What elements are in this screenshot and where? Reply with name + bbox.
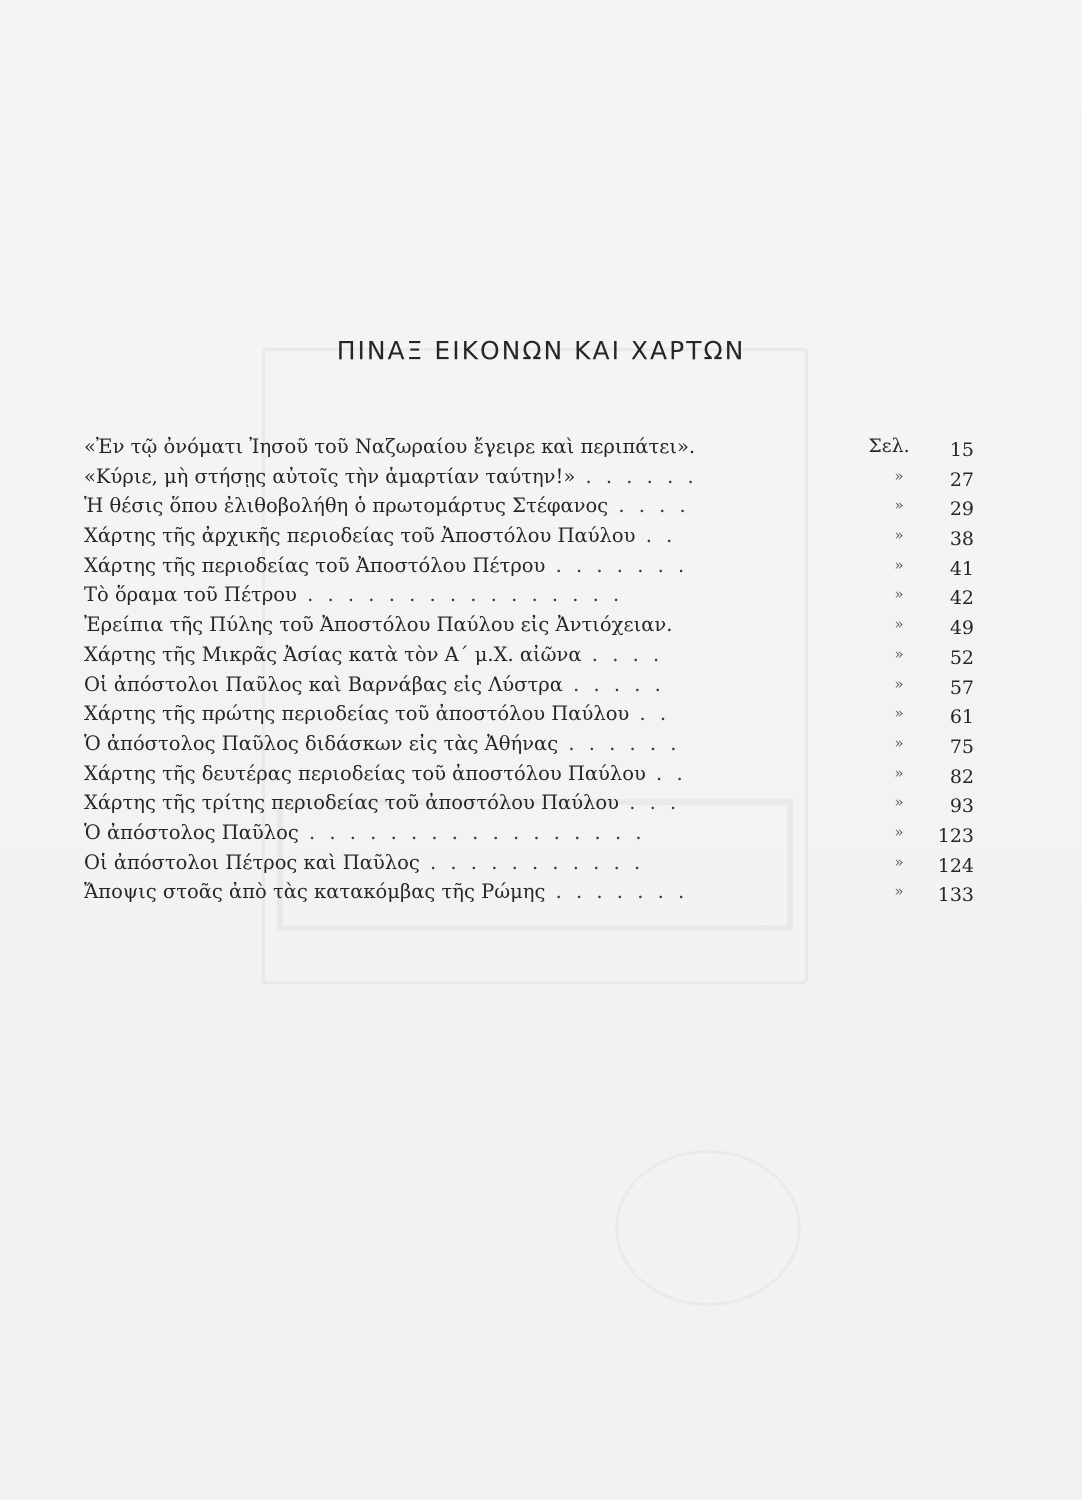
toc-page-number: 124 bbox=[937, 854, 974, 877]
toc-page-marker: » bbox=[894, 822, 904, 841]
toc-page-marker: » bbox=[894, 644, 904, 663]
toc-page-number: 38 bbox=[949, 528, 974, 551]
toc-page-number: 52 bbox=[949, 646, 974, 669]
toc-entry bbox=[84, 699, 974, 729]
toc-entry-label: Χάρτης τῆς Μικρᾶς Ἀσίας κατὰ τὸν Α΄ μ.Χ. αἰῶνα bbox=[84, 642, 582, 666]
toc-leader-dots: . . . . bbox=[581, 642, 664, 666]
toc-entry-title bbox=[84, 580, 623, 610]
toc-entry-title bbox=[84, 432, 695, 462]
toc-entry-label: Χάρτης τῆς ἀρχικῆς περιοδείας τοῦ Ἀποστόλου Παύλου bbox=[84, 524, 636, 548]
toc-entry-label: Ἄποψις στοᾶς ἀπὸ τὰς κατακόμβας τῆς Ρώμης bbox=[84, 880, 546, 904]
toc-page-marker: » bbox=[894, 526, 904, 545]
toc-page-marker: Σελ. bbox=[868, 435, 910, 457]
toc-page-number: 57 bbox=[949, 676, 974, 699]
toc-leader-dots: . . . . . . . . . . . bbox=[419, 850, 645, 874]
toc-entry bbox=[84, 729, 974, 759]
toc-entry-title bbox=[84, 462, 698, 492]
toc-page-number: 75 bbox=[949, 735, 974, 758]
bleed-through-seal bbox=[615, 1150, 801, 1306]
toc-page-number: 82 bbox=[949, 765, 974, 788]
toc-entry-title bbox=[84, 759, 687, 789]
toc-leader-dots: . . . . . . . bbox=[545, 880, 689, 904]
toc-leader-dots: . . bbox=[635, 524, 677, 548]
toc-entry bbox=[84, 610, 974, 640]
toc-entry bbox=[84, 759, 974, 789]
toc-leader-dots: . . bbox=[629, 702, 671, 726]
toc-entry-label: Ὁ ἀπόστολος Παῦλος bbox=[84, 820, 299, 844]
toc-entry bbox=[84, 788, 974, 818]
toc-entry-label: Χάρτης τῆς πρώτης περιοδείας τοῦ ἀποστόλου Παύλου bbox=[84, 702, 630, 726]
toc-entry-label: Ὁ ἀπόστολος Παῦλος διδάσκων εἰς τὰς Ἀθήνας bbox=[84, 731, 559, 755]
toc-entry bbox=[84, 848, 974, 878]
toc-entry bbox=[84, 640, 974, 670]
page-title: ΠΙΝΑΞ ΕΙΚΟΝΩΝ ΚΑΙ ΧΑΡΤΩΝ bbox=[336, 336, 746, 365]
toc-page-number: 41 bbox=[949, 557, 974, 580]
toc-leader-dots: . . . . . . bbox=[558, 731, 681, 755]
toc-page-number: 15 bbox=[949, 439, 974, 461]
toc-page-marker: » bbox=[894, 763, 904, 782]
toc-entry-title bbox=[84, 491, 690, 521]
toc-leader-dots: . . . . . . bbox=[575, 464, 698, 488]
toc-entry-title bbox=[84, 699, 670, 729]
toc-leader-dots: . . . . . . . . . . . . . . . . bbox=[296, 583, 624, 607]
toc-entry-label: Ἐρείπια τῆς Πύλης τοῦ Ἀποστόλου Παύλου εἰς Ἀντιόχειαν. bbox=[84, 613, 673, 637]
toc-page-marker: » bbox=[894, 674, 904, 693]
toc-leader-dots: . . . . . bbox=[562, 672, 665, 696]
toc-entry-title bbox=[84, 729, 681, 759]
toc-entry-title bbox=[84, 670, 665, 700]
toc-leader-dots: . . . bbox=[619, 791, 681, 815]
toc-entry-label: Οἱ ἀπόστολοι Πέτρος καὶ Παῦλος bbox=[84, 850, 420, 874]
toc-page-number: 93 bbox=[949, 795, 974, 818]
toc-leader-dots: . . . . . . . . . . . . . . . . . bbox=[298, 820, 646, 844]
toc-page-number: 29 bbox=[949, 498, 974, 521]
toc-page-marker: » bbox=[894, 704, 904, 723]
toc-entry-label: Ἡ θέσις ὅπου ἐλιθοβολήθη ὁ πρωτομάρτυς Στέφανος bbox=[84, 494, 609, 518]
toc-entry bbox=[84, 521, 974, 551]
toc-entry-label: «Κύριε, μὴ στήσῃς αὐτοῖς τὴν ἁμαρτίαν ταύτην!» bbox=[84, 464, 576, 488]
toc-entry-title bbox=[84, 788, 680, 818]
toc-entry-title bbox=[84, 848, 644, 878]
toc-page-marker: » bbox=[894, 496, 904, 515]
toc-page-number: 133 bbox=[937, 884, 974, 907]
toc-entry bbox=[84, 491, 974, 521]
toc-leader-dots: . . bbox=[645, 761, 687, 785]
toc-page-marker: » bbox=[894, 466, 904, 485]
toc-leader-dots: . . . . bbox=[608, 494, 690, 518]
toc-page-marker: » bbox=[894, 793, 904, 812]
toc-page-marker: » bbox=[894, 852, 904, 871]
toc-entry bbox=[84, 580, 974, 610]
toc-entry-label: «Ἐν τῷ ὀνόματι Ἰησοῦ τοῦ Ναζωραίου ἔγειρε καὶ περιπάτει». bbox=[84, 435, 696, 458]
toc-entry bbox=[84, 462, 974, 492]
toc-entry-label: Οἱ ἀπόστολοι Παῦλος καὶ Βαρνάβας εἰς Λύστρα bbox=[84, 672, 563, 696]
table-of-contents bbox=[84, 432, 974, 907]
toc-page-number: 49 bbox=[949, 617, 974, 640]
toc-page-number: 61 bbox=[949, 706, 974, 729]
toc-entry-label: Τὸ ὅραμα τοῦ Πέτρου bbox=[84, 583, 297, 607]
toc-entry-title bbox=[84, 877, 688, 907]
toc-entry-label: Χάρτης τῆς τρίτης περιοδείας τοῦ ἀποστόλου Παύλου bbox=[84, 791, 620, 815]
toc-leader-dots: . . . . . . . bbox=[545, 553, 689, 577]
toc-entry-label: Χάρτης τῆς δευτέρας περιοδείας τοῦ ἀποστόλου Παύλου bbox=[84, 761, 646, 785]
toc-entry bbox=[84, 551, 974, 581]
toc-entry-title bbox=[84, 610, 672, 640]
toc-page-marker: » bbox=[894, 615, 904, 634]
toc-entry-title bbox=[84, 521, 676, 551]
toc-entry-title bbox=[84, 640, 663, 670]
toc-page-number: 27 bbox=[949, 468, 974, 491]
toc-entry-label: Χάρτης τῆς περιοδείας τοῦ Ἀποστόλου Πέτρου bbox=[84, 553, 546, 577]
toc-entry bbox=[84, 877, 974, 907]
toc-page-marker: » bbox=[894, 585, 904, 604]
toc-entry bbox=[84, 670, 974, 700]
toc-entry-title bbox=[84, 818, 646, 848]
toc-entry bbox=[84, 818, 974, 848]
toc-page-number: 42 bbox=[949, 587, 974, 610]
toc-entry-title bbox=[84, 551, 688, 581]
toc-page-marker: » bbox=[894, 733, 904, 752]
toc-page-marker: » bbox=[894, 555, 904, 574]
toc-page-marker: » bbox=[894, 882, 904, 901]
toc-entry bbox=[84, 432, 974, 462]
toc-page-number: 123 bbox=[937, 824, 974, 847]
